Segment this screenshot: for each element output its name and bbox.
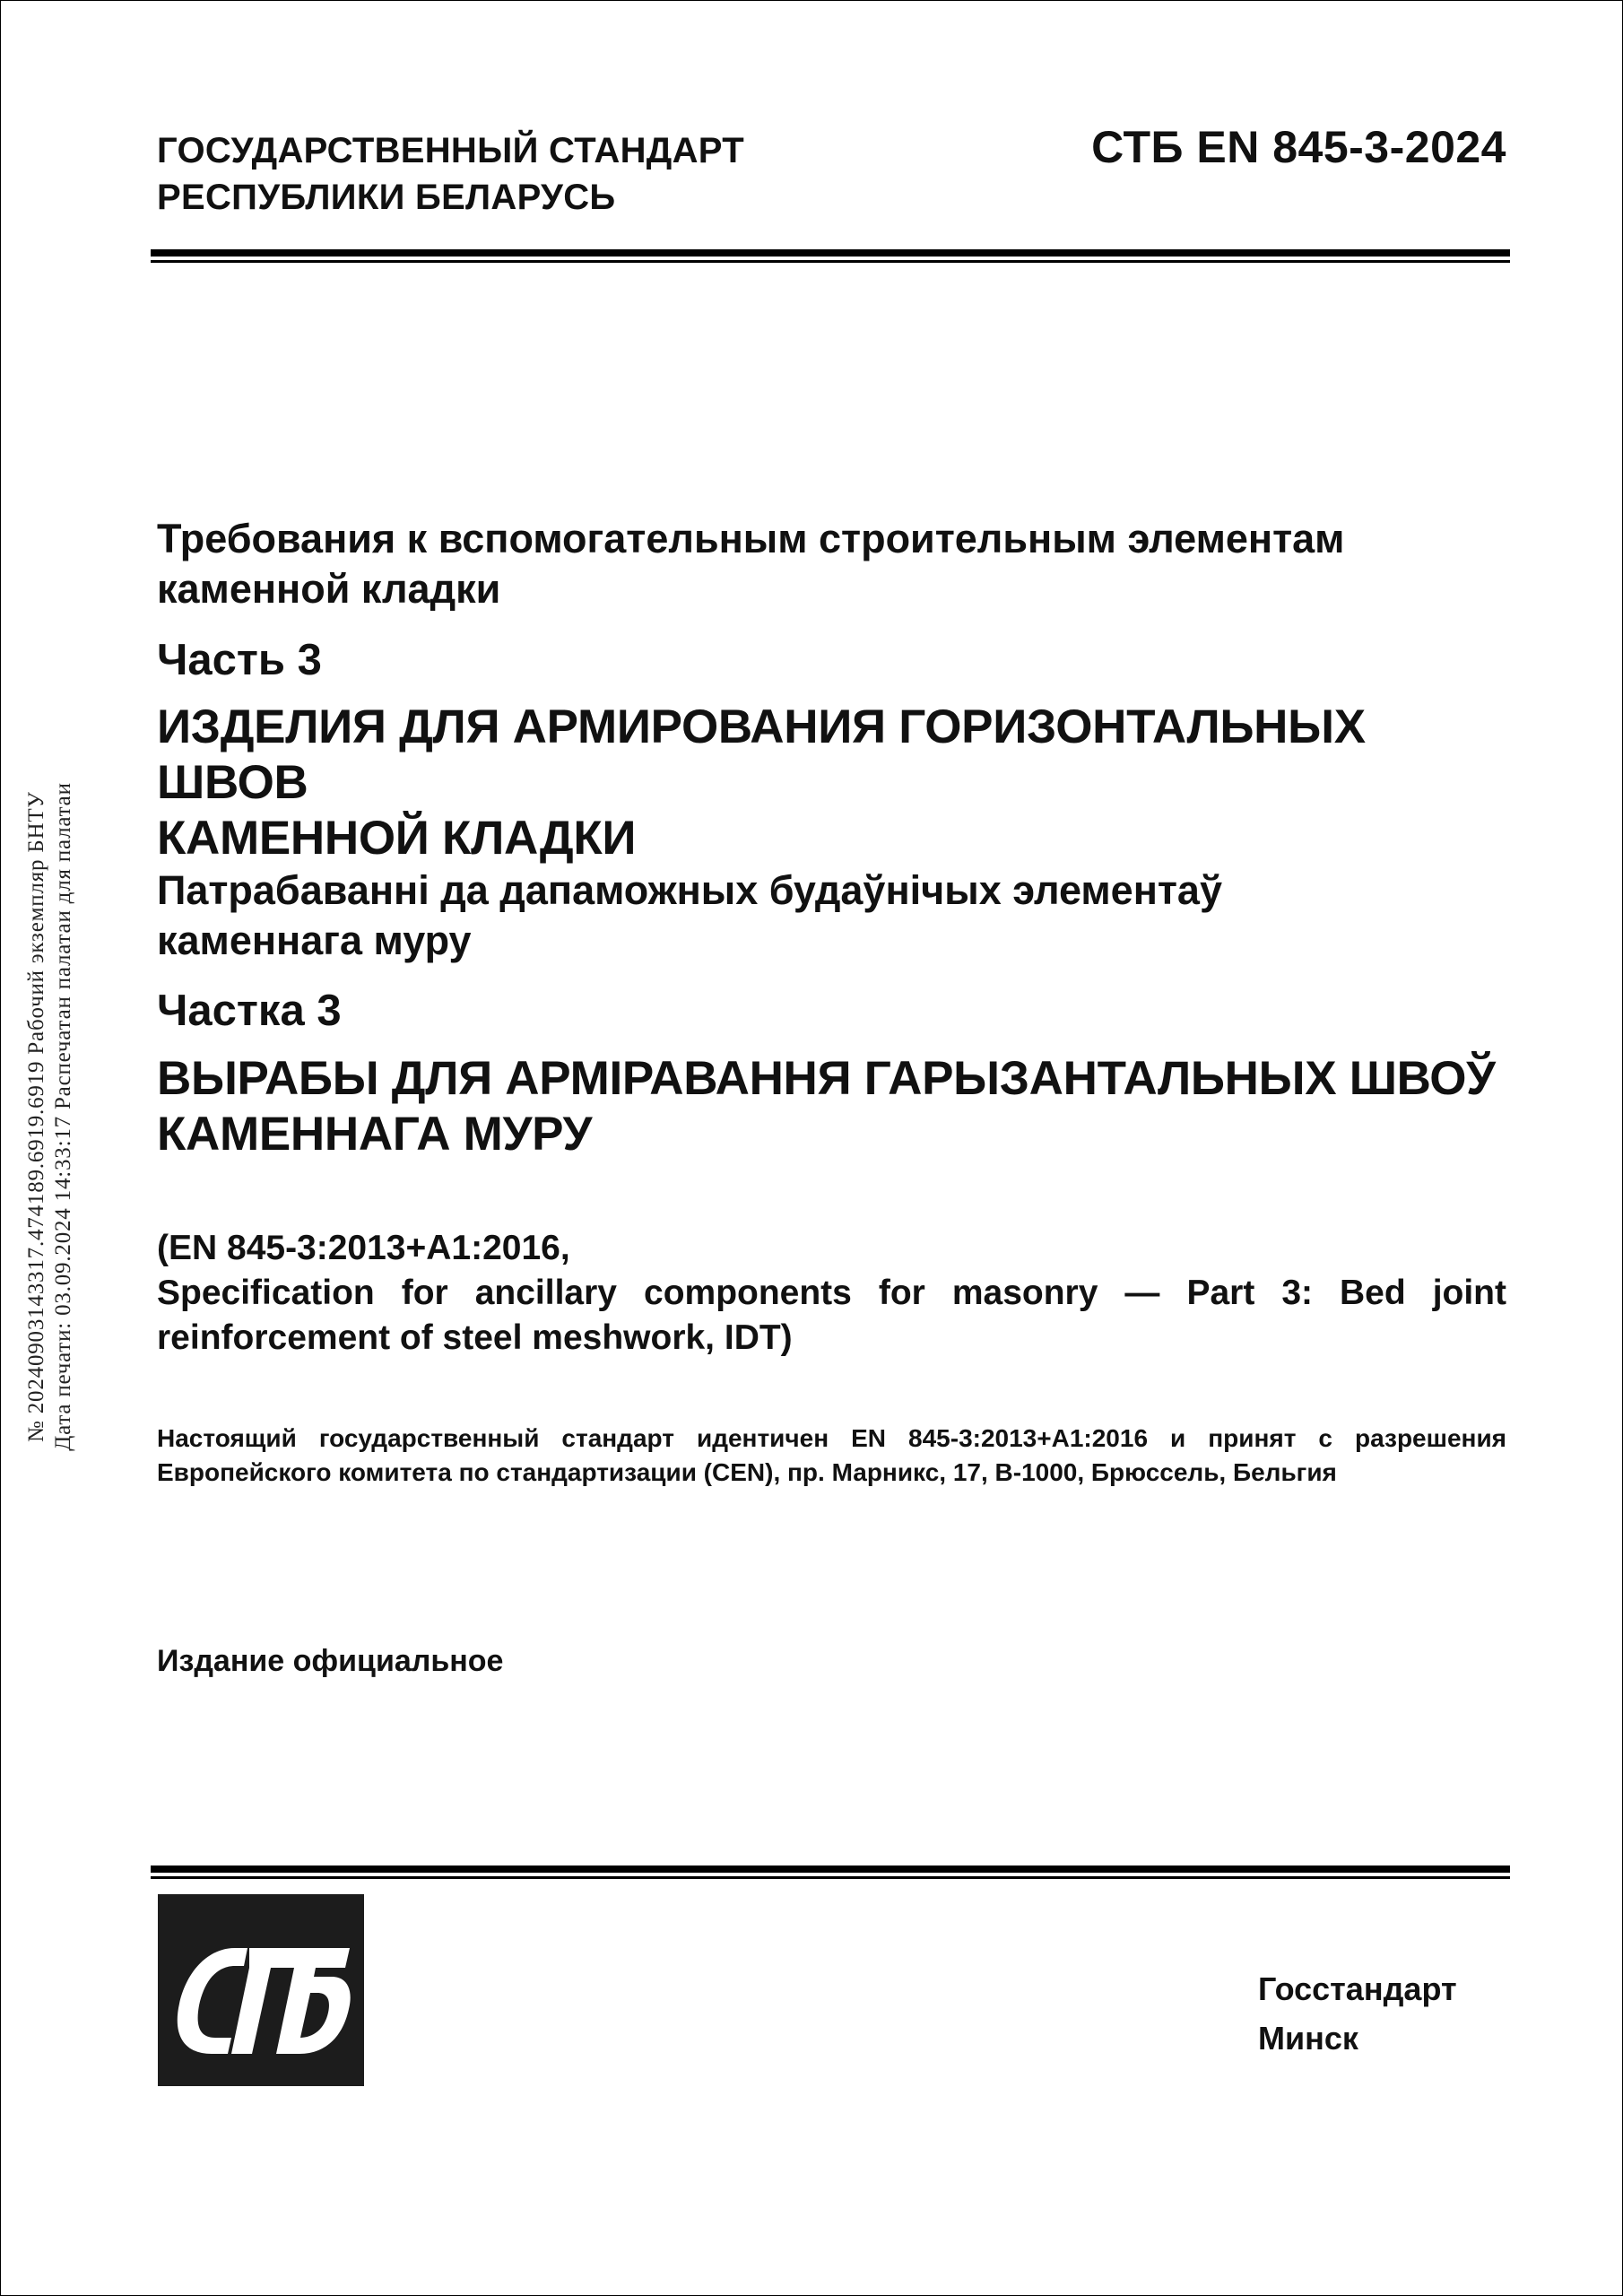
english-reference-line-2: Specification for ancillary components for masonry — Part 3: Bed joint xyxy=(157,1274,1506,1312)
belarusian-title-line-1: ВЫРАБЫ ДЛЯ АРМІРАВАННЯ ГАРЫЗАНТАЛЬНЫХ ШВОЎ xyxy=(157,1052,1496,1105)
standard-designation: СТБ EN 845-3-2024 xyxy=(1091,122,1506,172)
identity-note-line-1: Настоящий государственный стандарт идентичен EN 845-3:2013+A1:2016 и принят с разрешения xyxy=(157,1424,1506,1452)
stb-logo-icon xyxy=(158,1894,364,2086)
russian-title-line-2: КАМЕННОЙ КЛАДКИ xyxy=(157,812,637,865)
identity-note xyxy=(157,1422,1506,1490)
russian-title-line-1: ИЗДЕЛИЯ ДЛЯ АРМИРОВАНИЯ ГОРИЗОНТАЛЬНЫХ ШВОВ xyxy=(157,700,1366,809)
print-stamp-line-2: Дата печати: 03.09.2024 14:33:17 Распечатан палатаи для палатаи xyxy=(51,782,75,1451)
identity-note-line-2: Европейского комитета по стандартизации (CEN), пр. Марникс, 17, B-1000, Брюссель, Бельгия xyxy=(157,1458,1337,1486)
publisher-city: Минск xyxy=(1258,2020,1358,2057)
footer-divider xyxy=(151,1866,1510,1879)
belarusian-subtitle-line-1: Патрабаванні да дапаможных будаўнічых элементаў xyxy=(157,867,1222,913)
header-divider xyxy=(151,249,1510,263)
russian-subtitle-line-1: Требования к вспомогательным строительным элементам xyxy=(157,516,1345,561)
english-reference-line-3: reinforcement of steel meshwork, IDT) xyxy=(157,1318,793,1357)
english-reference-line-1: (EN 845-3:2013+A1:2016, xyxy=(157,1229,570,1267)
belarusian-title-line-2: КАМЕННАГА МУРУ xyxy=(157,1108,593,1161)
belarusian-subtitle xyxy=(157,865,1502,966)
edition-label: Издание официальное xyxy=(157,1644,504,1678)
russian-part-label: Часть 3 xyxy=(157,636,322,684)
english-reference xyxy=(157,1226,1506,1361)
belarusian-part-label: Частка 3 xyxy=(157,987,342,1035)
belarusian-subtitle-line-2: каменнага муру xyxy=(157,918,472,963)
russian-title xyxy=(157,700,1529,866)
belarusian-title xyxy=(157,1051,1529,1162)
issuing-authority-line-2: РЕСПУБЛИКИ БЕЛАРУСЬ xyxy=(157,178,616,217)
issuing-authority xyxy=(157,127,744,221)
issuing-authority-line-1: ГОСУДАРСТВЕННЫЙ СТАНДАРТ xyxy=(157,131,744,170)
publisher-name: Госстандарт xyxy=(1258,1970,1457,2007)
russian-subtitle xyxy=(157,514,1502,614)
russian-subtitle-line-2: каменной кладки xyxy=(157,566,501,612)
print-stamp-line-1: № 20240903143317.474189.6919.6919 Рабочий экземпляр БНТУ xyxy=(24,791,48,1442)
publisher xyxy=(1258,1964,1457,2063)
